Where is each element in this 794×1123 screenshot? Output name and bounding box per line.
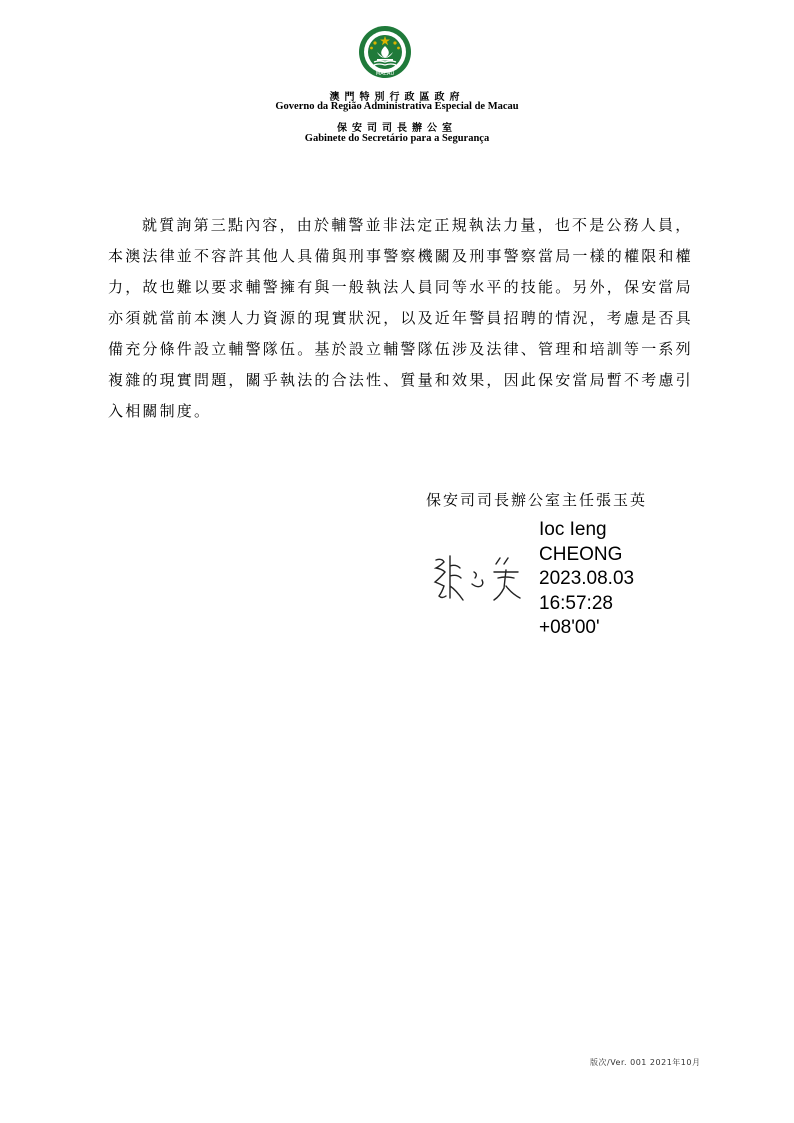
office-name-pt: Gabinete do Secretário para a Segurança [304, 133, 490, 144]
signature-date: 2023.08.03 [539, 568, 635, 589]
paragraph-line: 亦須就當前本澳人力資源的現實狀況，以及近年警員招聘的情況，考慮是否具 [108, 309, 693, 327]
version-footer: 版次/Ver. 001 2021年10月 [590, 1058, 701, 1067]
signature-timezone: +08'00' [539, 617, 600, 638]
paragraph-line: 力，故也難以要求輔警擁有與一般執法人員同等水平的技能。另外，保安當局 [108, 278, 693, 296]
government-name-pt: Governo da Região Administrativa Especial de Macau [275, 101, 519, 112]
government-name-zh: 澳門特別行政區政府 [329, 92, 465, 103]
paragraph-line: 備充分條件設立輔警隊伍。基於設立輔警隊伍涉及法律、管理和培訓等一系列 [108, 340, 693, 358]
paragraph-line: 複雜的現實問題，關乎執法的合法性、質量和效果，因此保安當局暫不考慮引 [108, 371, 693, 389]
signer-title: 保安司司長辦公室主任張玉英 [426, 491, 648, 509]
signer-name-line2: CHEONG [539, 543, 623, 565]
handwritten-signature-icon [430, 552, 525, 607]
paragraph-line: 本澳法律並不容許其他人具備與刑事警察機關及刑事警察當局一樣的權限和權 [108, 247, 693, 265]
macau-emblem-icon [357, 24, 413, 82]
reply-paragraph [108, 210, 698, 427]
digital-signature-block [539, 518, 634, 641]
paragraph-line: 入相關制度。 [108, 402, 212, 420]
paragraph-line: 就質詢第三點內容，由於輔警並非法定正規執法力量，也不是公務人員， [142, 216, 693, 234]
emblem-label: MACAU [375, 71, 395, 77]
signer-name-line1: Ioc Ieng [539, 519, 607, 540]
office-name-zh: 保安司司長辦公室 [337, 123, 457, 134]
signature-time: 16:57:28 [539, 592, 613, 614]
